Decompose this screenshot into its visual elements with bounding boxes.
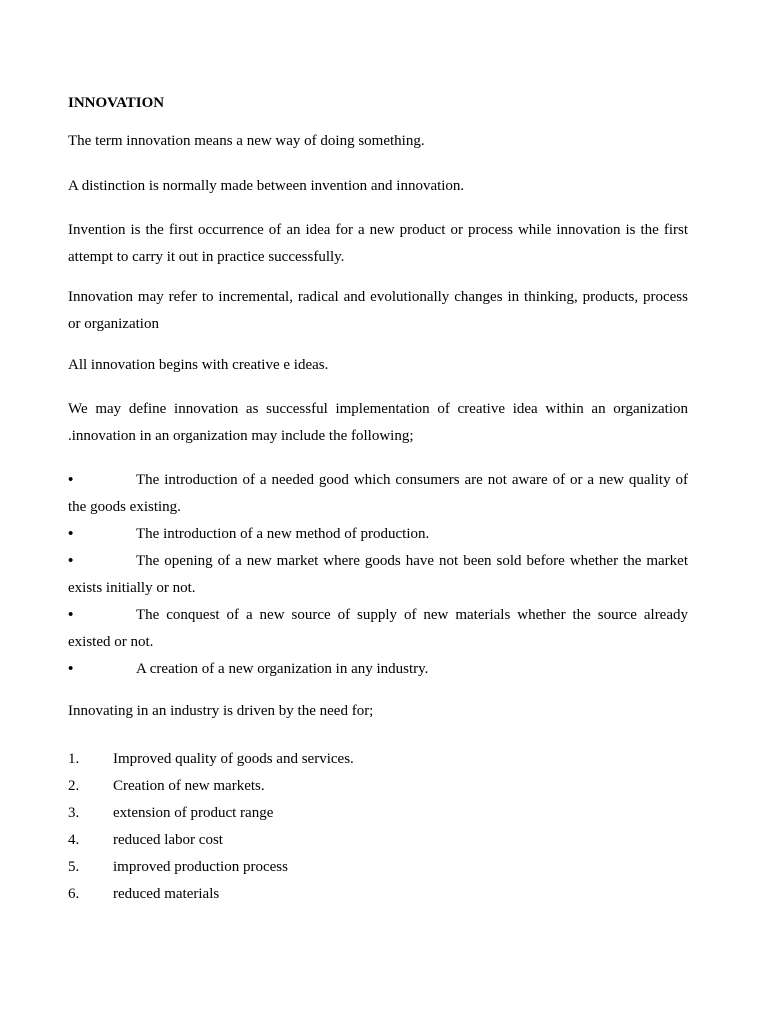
list-item — [68, 746, 688, 773]
list-number: 2. — [68, 778, 80, 794]
list-item — [68, 548, 688, 602]
list-item-text: Creation of new markets. — [113, 778, 265, 794]
list-item-text: The introduction of a new method of production. — [136, 526, 430, 542]
list-item — [68, 656, 688, 683]
list-item — [68, 854, 688, 881]
bullet-icon: • — [68, 472, 74, 488]
list-item-text: A creation of a new organization in any industry. — [136, 661, 429, 677]
bullet-icon: • — [68, 526, 74, 542]
paragraph-define: We may define innovation as successful implementation of creative idea within an organization .innovation in an organization may include the following; — [68, 401, 688, 444]
list-number: 1. — [68, 751, 80, 767]
list-number: 5. — [68, 859, 80, 875]
list-item-text: The opening of a new market where goods have not been sold before whether the market exists initially or not. — [68, 553, 688, 596]
paragraph-changes: Innovation may refer to incremental, radical and evolutionally changes in thinking, products, process or organization — [68, 289, 688, 332]
bullet-icon: • — [68, 553, 74, 569]
paragraph-needs-intro: Innovating in an industry is driven by the need for; — [68, 703, 374, 719]
list-item-text: The conquest of a new source of supply of new materials whether the source already existed or not. — [68, 607, 688, 650]
list-item — [68, 467, 688, 521]
bullet-icon: • — [68, 607, 74, 623]
innovation-includes-list — [68, 467, 688, 683]
paragraph-distinction: A distinction is normally made between invention and innovation. — [68, 178, 465, 194]
list-item — [68, 773, 688, 800]
paragraph-creative-ideas: All innovation begins with creative e ideas. — [68, 357, 329, 373]
list-number: 6. — [68, 886, 80, 902]
list-item — [68, 602, 688, 656]
list-item-text: Improved quality of goods and services. — [113, 751, 354, 767]
paragraph-invention: Invention is the first occurrence of an idea for a new product or process while innovation is the first attempt to carry it out in practice successfully. — [68, 222, 688, 265]
list-number: 3. — [68, 805, 80, 821]
list-item-text: reduced materials — [113, 886, 220, 902]
list-item-text: The introduction of a needed good which consumers are not aware of or a new quality of the goods existing. — [68, 472, 688, 515]
list-number: 4. — [68, 832, 80, 848]
list-item — [68, 881, 688, 908]
document-heading: INNOVATION — [68, 95, 165, 111]
paragraph-definition: The term innovation means a new way of doing something. — [68, 133, 425, 149]
list-item — [68, 827, 688, 854]
list-item-text: extension of product range — [113, 805, 274, 821]
list-item — [68, 800, 688, 827]
bullet-icon: • — [68, 661, 74, 677]
list-item-text: improved production process — [113, 859, 288, 875]
list-item-text: reduced labor cost — [113, 832, 223, 848]
needs-list — [68, 746, 688, 908]
list-item — [68, 521, 688, 548]
